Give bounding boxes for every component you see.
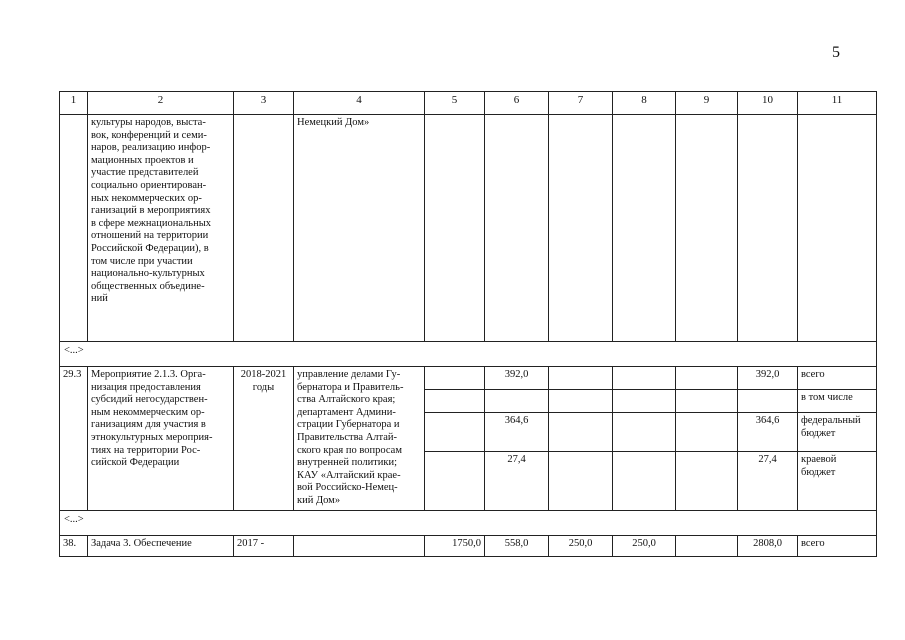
executor-cell: Немецкий Дом» [294,115,425,342]
task-name: Задача 3. Обеспечение [88,536,234,557]
omitted-rows-marker [60,511,877,536]
funding-source: федеральный бюджет [798,413,877,452]
col-header: 10 [738,92,798,115]
total-cell: 2808,0 [738,536,798,557]
col-header: 3 [234,92,294,115]
years-cell: 2017 - [234,536,294,557]
program-table [59,91,877,557]
gap-marker-text: <...> [60,511,877,536]
funding-source: в том числе [798,390,877,413]
col-header: 8 [613,92,676,115]
total-cell: 364,6 [738,413,798,452]
col-header: 11 [798,92,877,115]
omitted-rows-marker [60,342,877,367]
column-number-header [60,92,877,115]
table-row [60,536,877,557]
total-cell: 27,4 [738,452,798,511]
value-cell: 364,6 [485,413,549,452]
col-header: 9 [676,92,738,115]
value-cell: 27,4 [485,452,549,511]
table-row [60,367,877,390]
gap-marker-text: <...> [60,342,877,367]
total-cell [738,390,798,413]
measure-description-cell: культуры народов, выста- вок, конференций и семи- наров, реализацию инфор- мационных проектов и участие представителей социально ориентирован- ных некоммерческих ор- ганизаций в мероприятиях в сфере межнациональных отношений на территории Российской Федерации), в том числе при участии национально-культурных общественных объедине- ний [88,115,234,342]
page-number: 5 [832,44,840,61]
funding-source: всего [798,367,877,390]
executor-cell: управление делами Гу- бернатора и Правитель- ства Алтайского края; департамент Админи- страции Губернатора и Правительства Алтай- ского края по вопросам внутренней политики; КАУ «Алтайский крае- вой Российско-Немец- кий Дом» [294,367,425,511]
value-cell: 250,0 [549,536,613,557]
row-number: 38. [60,536,88,557]
col-header: 4 [294,92,425,115]
col-header: 5 [425,92,485,115]
funding-source: краевой бюджет [798,452,877,511]
value-cell: 392,0 [485,367,549,390]
value-cell [485,390,549,413]
col-header: 6 [485,92,549,115]
col-header: 2 [88,92,234,115]
funding-source: всего [798,536,877,557]
row-number: 29.3 [60,367,88,511]
table-row [60,115,877,342]
col-header: 1 [60,92,88,115]
measure-name: Мероприятие 2.1.3. Орга- низация предоставления субсидий негосударствен- ным некоммерческим ор- ганизациям для участия в этнокультурных мероприя- тиях на территории Рос- сийской Федерации [88,367,234,511]
value-cell: 250,0 [613,536,676,557]
total-cell: 392,0 [738,367,798,390]
value-cell: 1750,0 [425,536,485,557]
years-cell: 2018-2021 годы [234,367,294,511]
col-header: 7 [549,92,613,115]
value-cell: 558,0 [485,536,549,557]
